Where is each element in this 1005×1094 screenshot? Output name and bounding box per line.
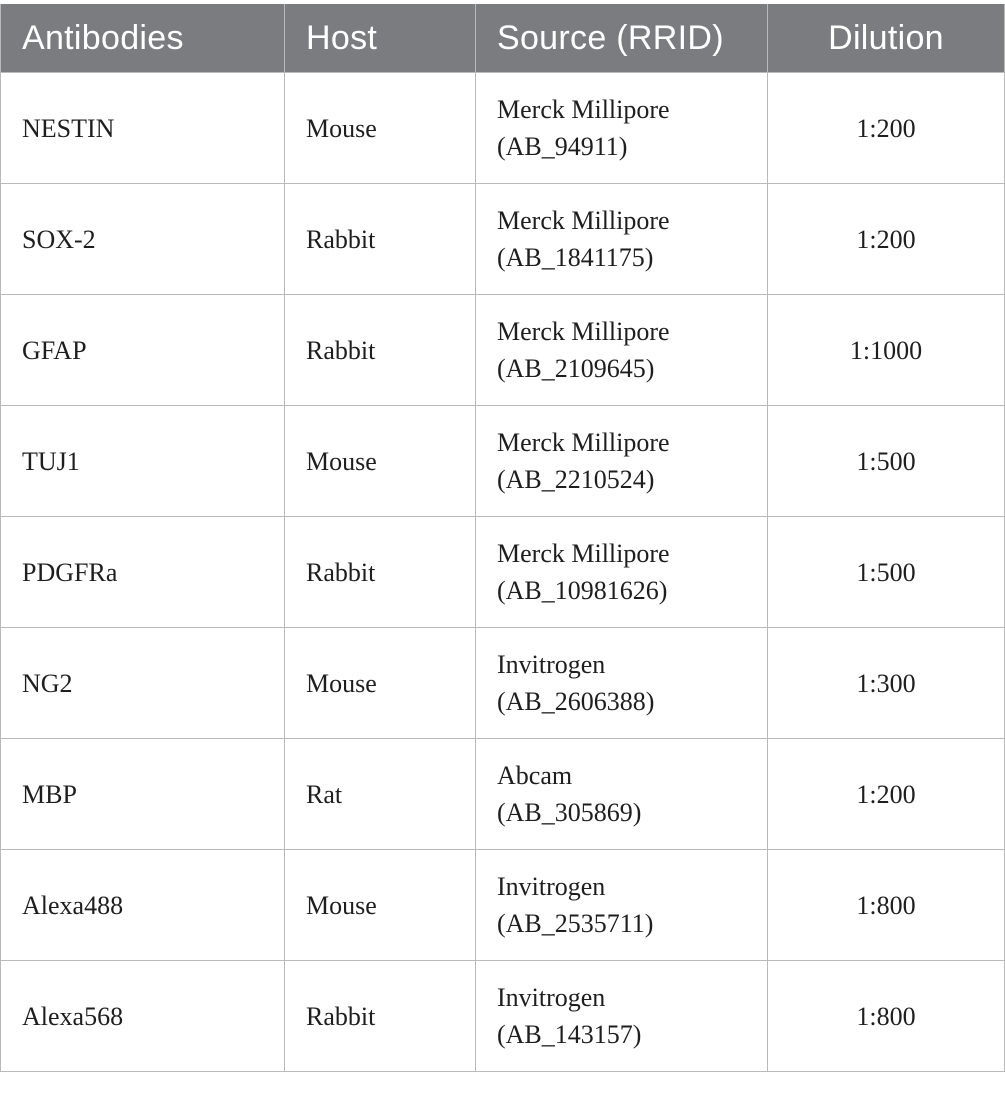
source-name: Invitrogen [497,983,606,1012]
host-cell: Mouse [285,628,476,739]
host-cell: Mouse [285,406,476,517]
table-row [1,628,1005,739]
source-cell [476,628,768,739]
antibody-cell: Alexa568 [1,961,285,1072]
host-cell: Rat [285,739,476,850]
source-name: Invitrogen [497,650,606,679]
antibody-cell: Alexa488 [1,850,285,961]
dilution-cell: 1:300 [768,628,1005,739]
host-cell: Rabbit [285,295,476,406]
host-cell: Mouse [285,73,476,184]
antibody-cell: PDGFRa [1,517,285,628]
header-host: Host [285,4,476,73]
table-header [1,4,1005,73]
table-row [1,406,1005,517]
host-cell: Rabbit [285,517,476,628]
dilution-cell: 1:500 [768,406,1005,517]
table-body [1,73,1005,1072]
header-dilution: Dilution [768,4,1005,73]
table-row [1,850,1005,961]
table-row [1,73,1005,184]
antibody-cell: MBP [1,739,285,850]
header-antibodies: Antibodies [1,4,285,73]
table-row [1,184,1005,295]
source-cell [476,184,768,295]
antibody-cell: SOX-2 [1,184,285,295]
table-row [1,295,1005,406]
source-cell [476,73,768,184]
source-cell [476,295,768,406]
dilution-cell: 1:1000 [768,295,1005,406]
source-name: Merck Millipore [497,206,670,235]
dilution-cell: 1:200 [768,184,1005,295]
host-cell: Rabbit [285,961,476,1072]
table-row [1,961,1005,1072]
dilution-cell: 1:500 [768,517,1005,628]
antibody-cell: TUJ1 [1,406,285,517]
dilution-cell: 1:200 [768,739,1005,850]
source-name: Invitrogen [497,872,606,901]
host-cell: Rabbit [285,184,476,295]
source-cell [476,961,768,1072]
rrid: (AB_143157) [497,1020,642,1049]
rrid: (AB_10981626) [497,576,668,605]
table-row [1,517,1005,628]
rrid: (AB_2109645) [497,354,655,383]
rrid: (AB_94911) [497,132,628,161]
rrid: (AB_305869) [497,798,642,827]
source-name: Abcam [497,761,573,790]
rrid: (AB_2606388) [497,687,655,716]
source-name: Merck Millipore [497,539,670,568]
source-name: Merck Millipore [497,317,670,346]
dilution-cell: 1:200 [768,73,1005,184]
table-row [1,739,1005,850]
antibody-cell: NG2 [1,628,285,739]
source-cell [476,850,768,961]
header-row [1,4,1005,73]
header-source: Source (RRID) [476,4,768,73]
antibody-cell: GFAP [1,295,285,406]
dilution-cell: 1:800 [768,850,1005,961]
rrid: (AB_2535711) [497,909,654,938]
source-name: Merck Millipore [497,428,670,457]
dilution-cell: 1:800 [768,961,1005,1072]
source-cell [476,406,768,517]
host-cell: Mouse [285,850,476,961]
antibody-table [0,4,1005,1072]
rrid: (AB_2210524) [497,465,655,494]
antibody-cell: NESTIN [1,73,285,184]
source-cell [476,739,768,850]
source-cell [476,517,768,628]
rrid: (AB_1841175) [497,243,654,272]
source-name: Merck Millipore [497,95,670,124]
